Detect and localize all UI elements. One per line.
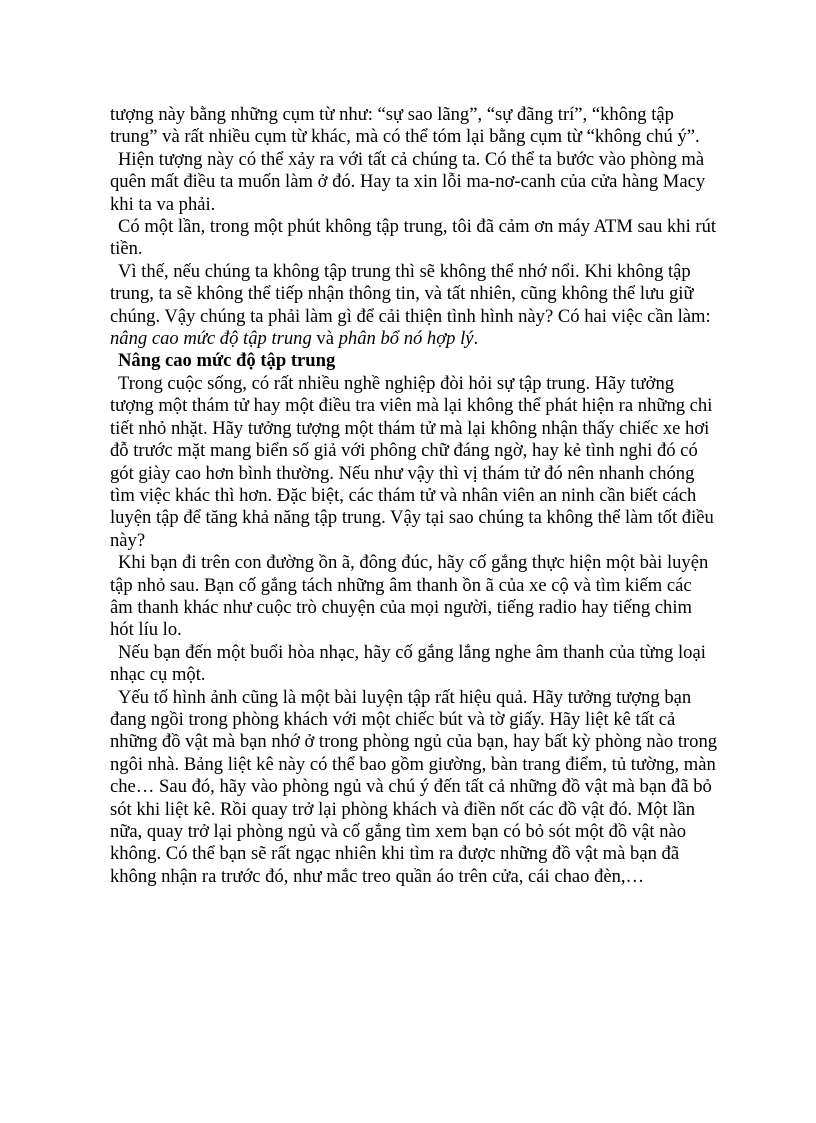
paragraph-noisy-street: Khi bạn đi trên con đường ồn ã, đông đúc, hãy cố gắng thực hiện một bài luyện tập nhỏ sau. Bạn cố gắng tách những âm thanh ồn ã của xe cộ và tìm kiếm các âm thanh khác như cuộc trò chuyện của mọi người, tiếng radio hay tiếng chim hót líu lo.	[110, 552, 709, 641]
document-page	[110, 104, 718, 888]
italic-raise-focus: nâng cao mức độ tập trung	[110, 328, 312, 350]
paragraph-continued-intro: tượng này bằng những cụm từ như: “sự sao lãng”, “sự đãng trí”, “không tập trung” và rất nhiều cụm từ khác, mà có thể tóm lại bằng cụm từ “không chú ý”.	[110, 104, 700, 148]
paragraph-phenomenon: Hiện tượng này có thể xảy ra với tất cả chúng ta. Có thể ta bước vào phòng mà quên mất điều ta muốn làm ở đó. Hay ta xin lỗi ma-nơ-canh của cửa hàng Macy khi ta va phải.	[110, 148, 706, 215]
paragraph-two-tasks-end: .	[473, 328, 479, 350]
paragraph-atm-anecdote: Có một lần, trong một phút không tập trung, tôi đã cảm ơn máy ATM sau khi rút tiền.	[110, 216, 717, 260]
section-heading: Nâng cao mức độ tập trung	[118, 350, 336, 372]
paragraph-visual-exercise: Yếu tố hình ảnh cũng là một bài luyện tập rất hiệu quả. Hãy tưởng tượng bạn đang ngồi trong phòng khách với một chiếc bút và tờ giấy. Hãy liệt kê tất cả những đồ vật mà bạn nhớ ở trong phòng ngủ của bạn, hay bất kỳ phòng nào trong ngôi nhà. Bảng liệt kê này có thể bao gồm giường, bàn trang điểm, tủ tường, màn che… Sau đó, hãy vào phòng ngủ và chú ý đến tất cả những đồ vật mà bạn đã bỏ sót khi liệt kê. Rồi quay trở lại phòng khách và điền nốt các đồ vật đó. Một lần nữa, quay trở lại phòng ngủ và cố gắng tìm xem bạn có bỏ sót một đồ vật nào không. Có thể bạn sẽ rất ngạc nhiên khi tìm ra được những đồ vật mà bạn đã không nhận ra trước đó, như mắc treo quần áo trên cửa, cái chao đèn,…	[110, 686, 718, 887]
paragraph-two-tasks-conjunction: và	[311, 328, 339, 350]
paragraph-two-tasks	[110, 261, 718, 351]
italic-allocate-focus: phân bổ nó hợp lý	[338, 328, 474, 350]
paragraph-two-tasks-text: Vì thế, nếu chúng ta không tập trung thì sẽ không thể nhớ nổi. Khi không tập trung, ta sẽ không thể tiếp nhận thông tin, và tất nhiên, cũng không thể lưu giữ chúng. Vậy chúng ta phải làm gì để cải thiện tình hình này? Có hai việc cần làm:	[110, 260, 711, 327]
paragraph-detective: Trong cuộc sống, có rất nhiều nghề nghiệp đòi hỏi sự tập trung. Hãy tưởng tượng một thám tử hay một điều tra viên mà lại không thể phát hiện ra những chi tiết nhỏ nhặt. Hãy tưởng tượng một thám tử mà lại không nhận thấy chiếc xe hơi đỗ trước mặt mang biển số giả với phông chữ đáng ngờ, hay kẻ tình nghi đó có gót giày cao hơn bình thường. Nếu như vậy thì vị thám tử đó nên nhanh chóng tìm việc khác thì hơn. Đặc biệt, các thám tử và nhân viên an ninh cần biết cách luyện tập để tăng khả năng tập trung. Vậy tại sao chúng ta không thể làm tốt điều này?	[110, 372, 714, 551]
paragraph-concert: Nếu bạn đến một buổi hòa nhạc, hãy cố gắng lắng nghe âm thanh của từng loại nhạc cụ một.	[110, 641, 706, 686]
